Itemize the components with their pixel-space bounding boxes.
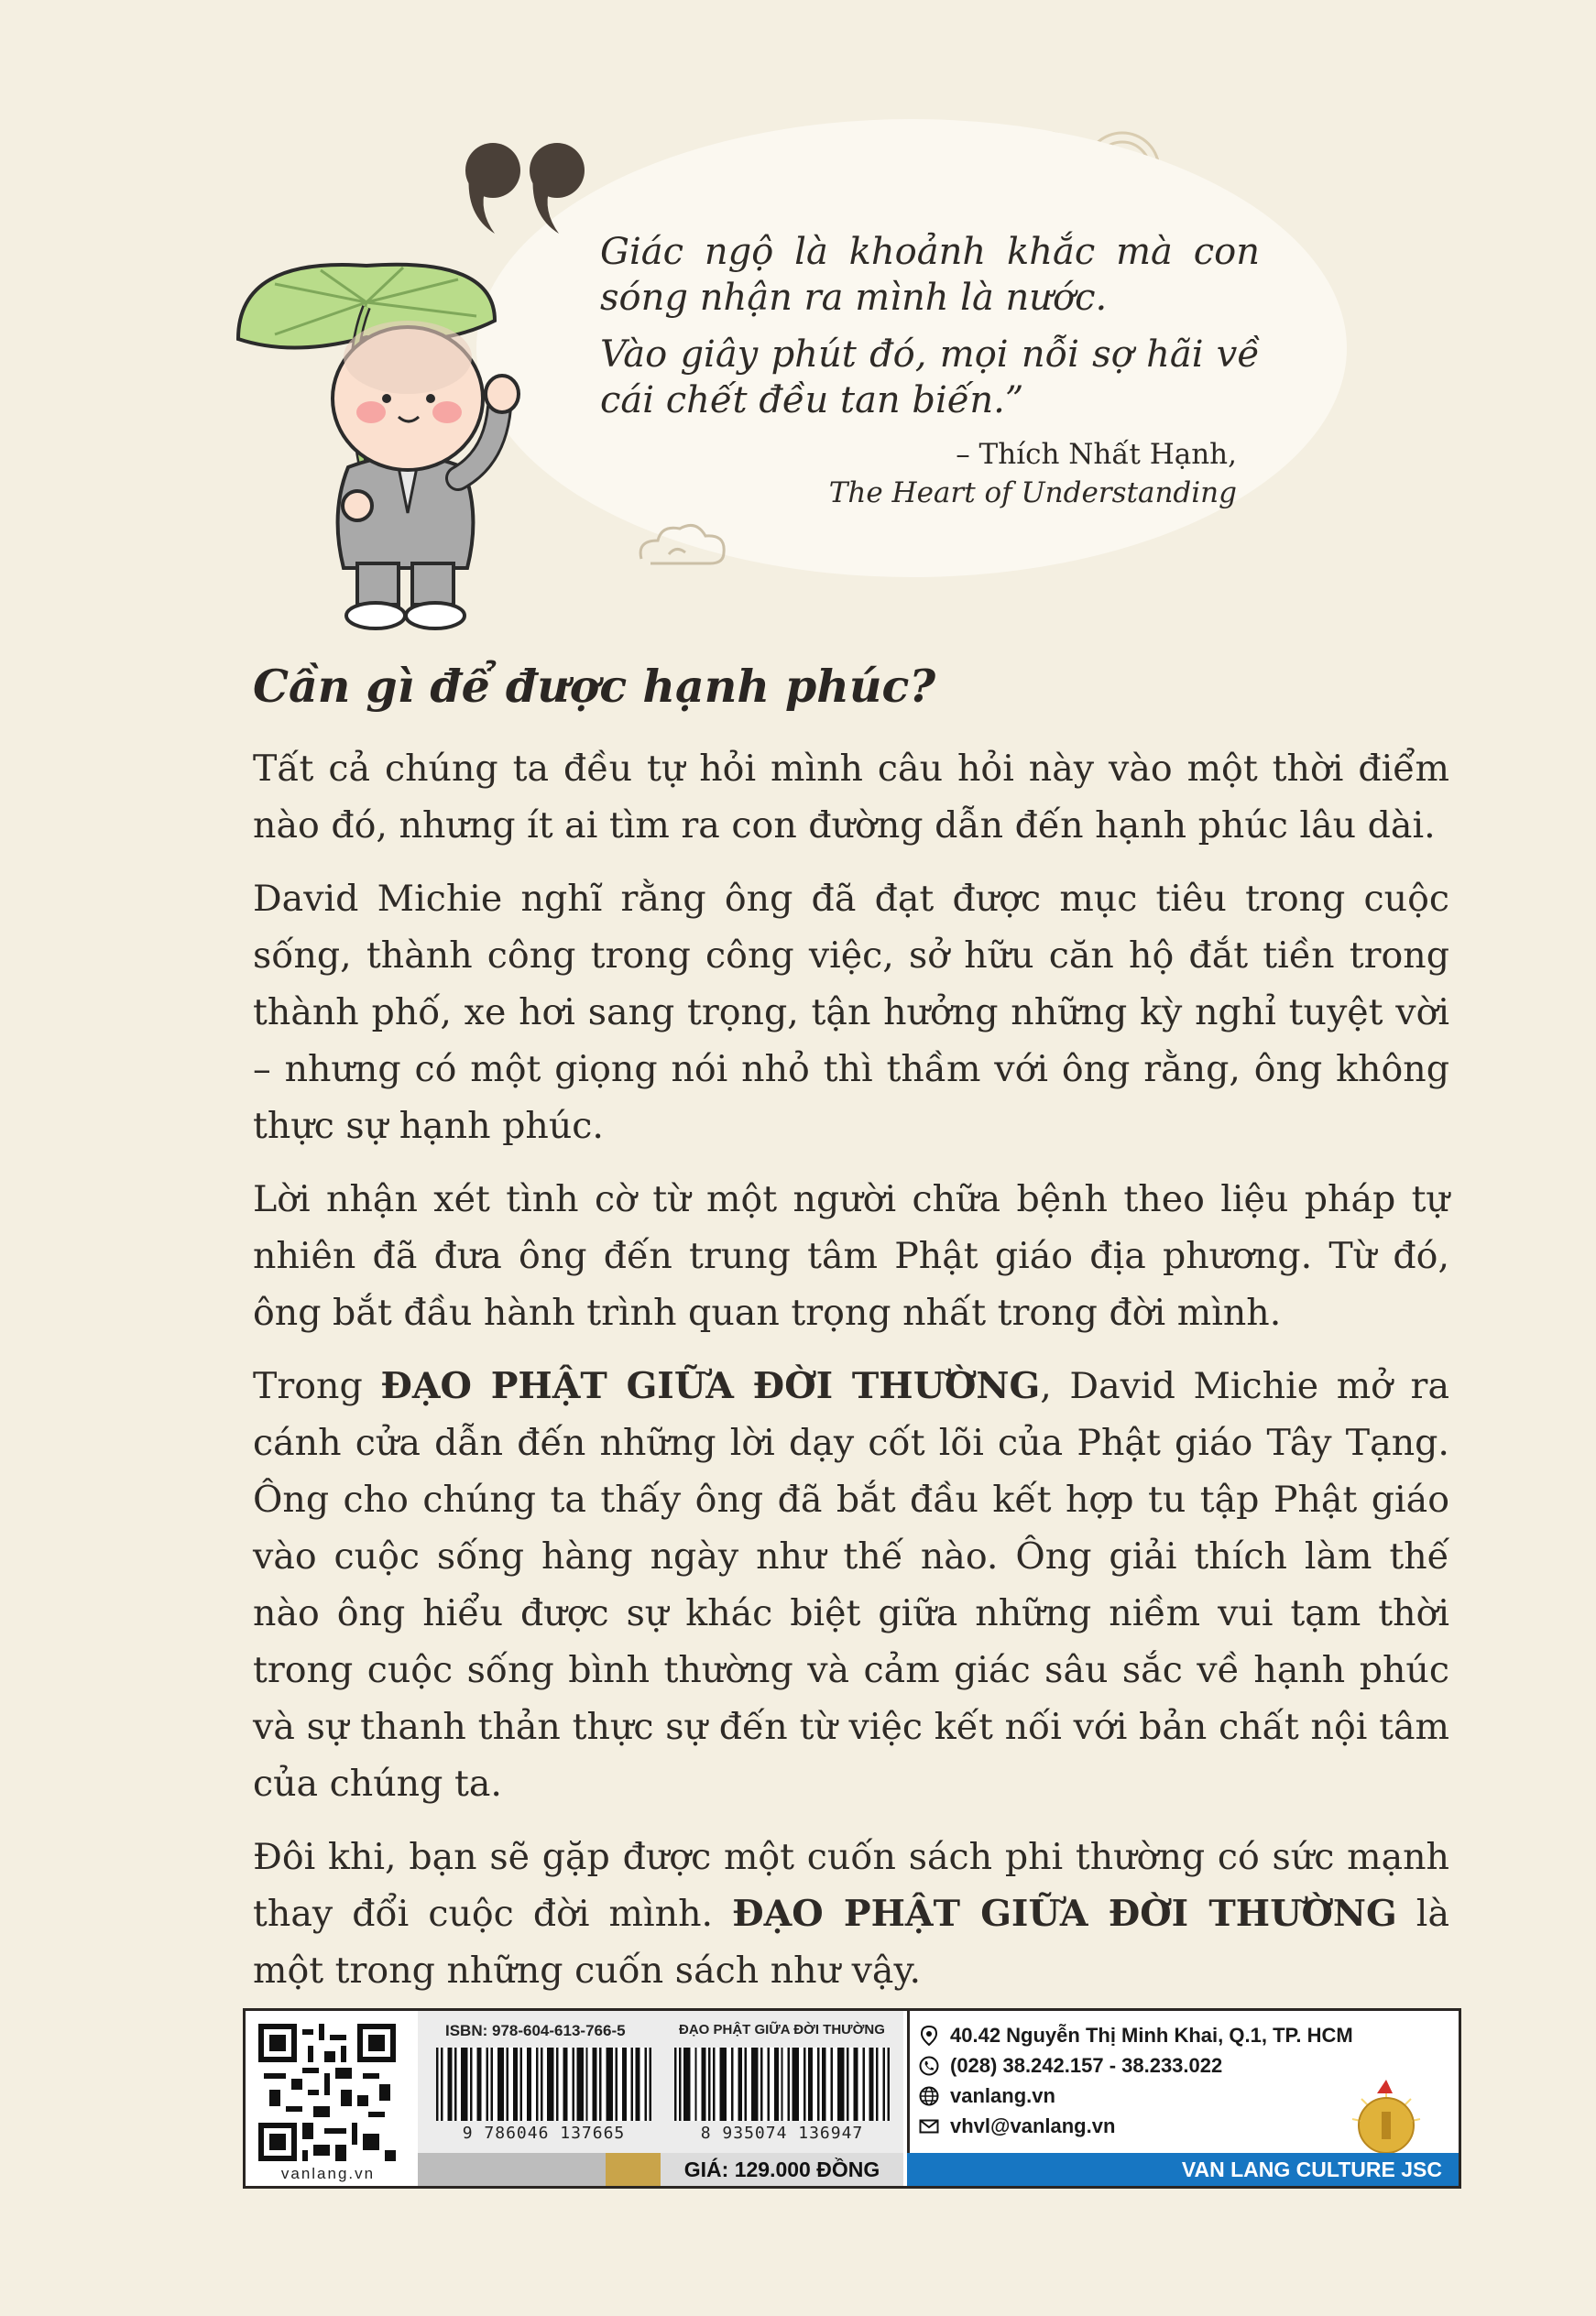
email-icon [919,2116,939,2136]
paragraph-1: Tất cả chúng ta đều tự hỏi mình câu hỏi này vào một thời điểm nào đó, nhưng ít ai tìm ra con đường dẫn đến hạnh phúc lâu dài. [253,748,1449,847]
email-link[interactable]: vhvl@vanlang.vn [950,2114,1116,2137]
paragraph-5-post: là một trong những cuốn sách như vậy. [253,1893,1449,1992]
quote-book: The Heart of Understanding [828,476,1237,509]
paragraph-2: David Michie nghĩ rằng ông đã đạt được mục tiêu trong cuộc sống, thành công trong công việc, sở hữu căn hộ đắt tiền trong thành phố, xe hơi sang trọng, tận hưởng những kỳ nghỉ tuyệt vời – nhưng có một giọng nói nhỏ thì thầm với ông rằng, ông không thực sự hạnh phúc. [253,878,1449,1147]
paragraph-3: Lời nhận xét tình cờ từ một người chữa bệnh theo liệu pháp tự nhiên đã đưa ông đến trung tâm Phật giáo địa phương. Từ đó, ông bắt đầu hành trình quan trọng nhất trong đời mình. [253,1178,1449,1334]
monk-illustration [220,238,605,641]
phone-text: (028) 38.242.157 - 38.233.022 [950,2053,1223,2077]
paragraph-4-post: , David Michie mở ra cánh cửa dẫn đến những lời dạy cốt lõi của Phật giáo Tây Tạng. Ông cho chúng ta thấy ông đã bắt đầu kết hợp tu tập Phật giáo vào cuộc sống hàng ngày như thế nào. Ông giải thích làm thế nào ông hiểu được sự khác biệt giữa những niềm vui tạm thời trong cuộc sống bình thường và cảm giác sâu sắc về hạnh phúc và sự thanh thản thực sự đến từ việc kết nối với bản chất nội tâm của chúng ta. [253,1365,1449,1805]
quote-line-1: Giác ngộ là khoảnh khắc mà con sóng nhận ra mình là nước. [600,231,1260,319]
location-pin-icon [919,2026,939,2046]
product-barcode-number: 8 935074 136947 [700,2124,864,2143]
publisher-logo-icon [1345,2075,1427,2158]
quote-line-2: Vào giây phút đó, mọi nỗi sợ hãi về cái chết đều tan biến.” [600,333,1260,421]
product-barcode [674,2048,890,2121]
quote-author: – Thích Nhất Hạnh, [956,438,1237,471]
isbn-text: ISBN: 978-604-613-766-5 [445,2022,626,2039]
quote-mark-icon [458,137,596,238]
barcode-book-title: ĐẠO PHẬT GIỮA ĐỜI THƯỜNG [679,2022,885,2037]
globe-icon [919,2086,939,2106]
grey-strip [418,2153,606,2186]
paragraph-4-pre: Trong [253,1365,381,1407]
quote-text [600,229,1260,434]
cloud-icon [632,518,733,573]
isbn-barcode-number: 9 786046 137665 [462,2124,626,2143]
book-title-bold-2: ĐẠO PHẬT GIỮA ĐỜI THƯỜNG [732,1893,1397,1935]
publisher-footer [243,2008,1461,2189]
publisher-band: VAN LANG CULTURE JSC [907,2153,1459,2186]
isbn-barcode [436,2048,651,2121]
address-text: 40.42 Nguyễn Thị Minh Khai, Q.1, TP. HCM [950,2023,1353,2047]
address-row [919,2020,1432,2050]
paragraph-5-pre: Đôi khi, bạn sẽ gặp được một cuốn sách phi thường có sức mạnh thay đổi cuộc đời mình. [253,1836,1449,1935]
price-label: GIÁ: 129.000 ĐỒNG [661,2153,903,2186]
barcode-area [418,2011,903,2153]
book-title-bold: ĐẠO PHẬT GIỮA ĐỜI THƯỜNG [380,1365,1041,1407]
phone-icon [919,2056,939,2076]
description-body [253,740,1449,2016]
paragraph-4 [253,1358,1449,1812]
qr-caption: vanlang.vn [280,2165,376,2182]
section-heading: Cần gì để được hạnh phúc? [253,660,936,713]
website-link[interactable]: vanlang.vn [950,2083,1055,2107]
paragraph-5 [253,1829,1449,1999]
qr-code-icon[interactable] [258,2024,396,2161]
gold-box [606,2153,661,2186]
quote-attribution [825,435,1237,512]
